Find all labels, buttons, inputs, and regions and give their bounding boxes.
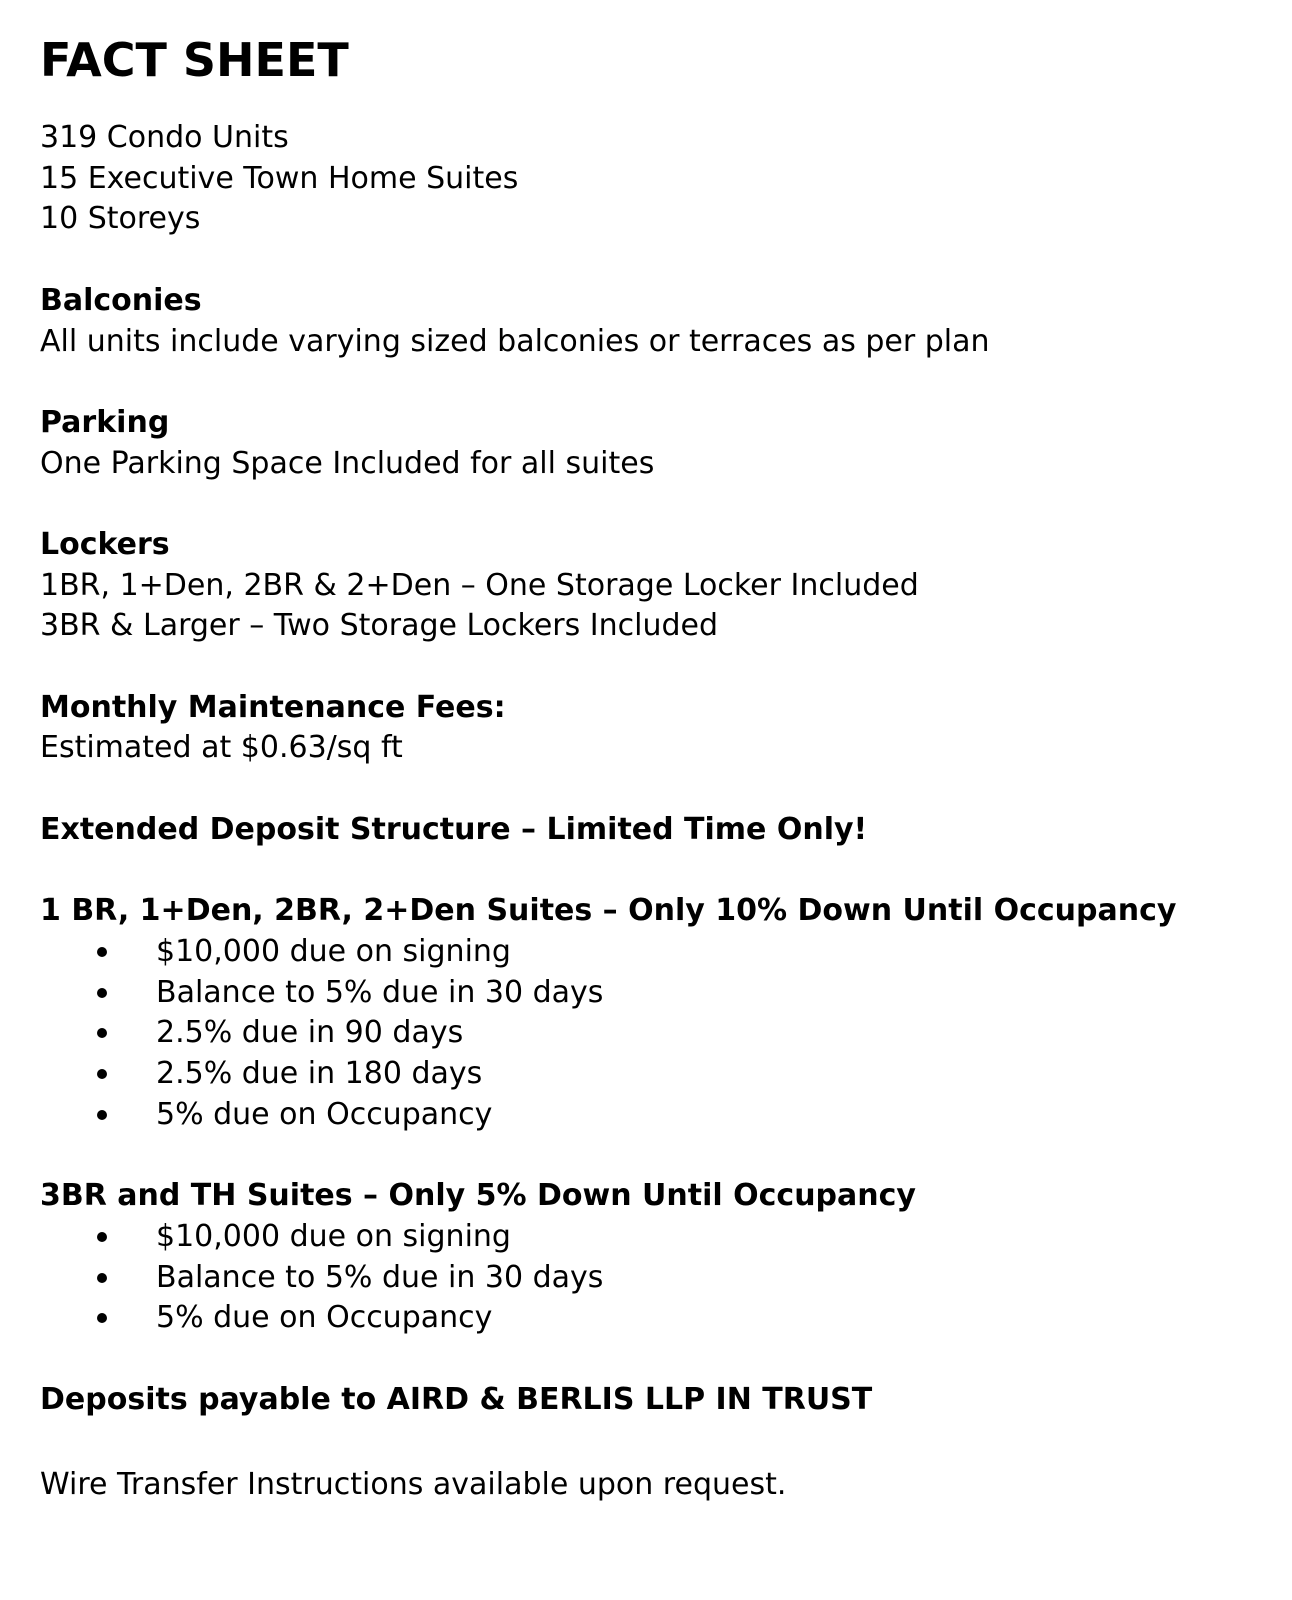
list-item: Balance to 5% due in 30 days <box>40 973 1270 1014</box>
fees-section <box>40 688 1270 769</box>
bullet-icon <box>97 947 107 957</box>
list-item: Balance to 5% due in 30 days <box>40 1258 1270 1299</box>
wire-transfer-note: Wire Transfer Instructions available upon request. <box>40 1467 787 1503</box>
plan-b-section <box>40 1176 1270 1339</box>
list-item: $10,000 due on signing <box>40 932 1270 973</box>
balconies-text: All units include varying sized balconies or terraces as per plan <box>40 323 990 359</box>
overview-units: 319 Condo Units <box>40 120 289 155</box>
lockers-line-large-units: 3BR & Larger – Two Storage Lockers Included <box>40 608 719 644</box>
bullet-icon <box>97 1069 107 1079</box>
bullet-icon <box>97 988 107 998</box>
overview-town-homes: 15 Executive Town Home Suites <box>40 160 519 196</box>
parking-heading: Parking <box>40 404 170 440</box>
list-item: 2.5% due in 180 days <box>40 1054 1270 1095</box>
plan-a-list <box>40 932 1270 1136</box>
bullet-icon <box>97 1273 107 1283</box>
overview-storeys: 10 Storeys <box>40 201 201 237</box>
overview-section <box>40 118 1270 240</box>
plan-b-heading: 3BR and TH Suites – Only 5% Down Until Occupancy <box>40 1178 916 1214</box>
plan-a-heading: 1 BR, 1+Den, 2BR, 2+Den Suites – Only 10% Down Until Occupancy <box>40 893 1177 929</box>
fact-sheet-document <box>40 30 1270 1506</box>
parking-section <box>40 403 1270 484</box>
list-item: 2.5% due in 90 days <box>40 1013 1270 1054</box>
balconies-heading: Balconies <box>40 282 202 318</box>
list-item: 5% due on Occupancy <box>40 1095 1270 1136</box>
bullet-icon <box>97 1313 107 1323</box>
bullet-icon <box>97 1028 107 1038</box>
lockers-heading: Lockers <box>40 526 170 562</box>
page-title: FACT SHEET <box>40 33 349 87</box>
deposit-structure-heading: Extended Deposit Structure – Limited Time Only! <box>40 811 868 847</box>
fees-heading: Monthly Maintenance Fees: <box>40 689 506 725</box>
fees-text: Estimated at $0.63/sq ft <box>40 730 403 766</box>
list-item: 5% due on Occupancy <box>40 1298 1270 1339</box>
balconies-section <box>40 281 1270 362</box>
bullet-icon <box>97 1232 107 1242</box>
parking-text: One Parking Space Included for all suites <box>40 445 655 481</box>
lockers-line-small-units: 1BR, 1+Den, 2BR & 2+Den – One Storage Locker Included <box>40 567 919 603</box>
deposits-payable-note: Deposits payable to AIRD & BERLIS LLP IN TRUST <box>40 1381 873 1417</box>
bullet-icon <box>97 1110 107 1120</box>
plan-b-list <box>40 1217 1270 1339</box>
plan-a-section <box>40 891 1270 1135</box>
lockers-section <box>40 525 1270 647</box>
list-item: $10,000 due on signing <box>40 1217 1270 1258</box>
